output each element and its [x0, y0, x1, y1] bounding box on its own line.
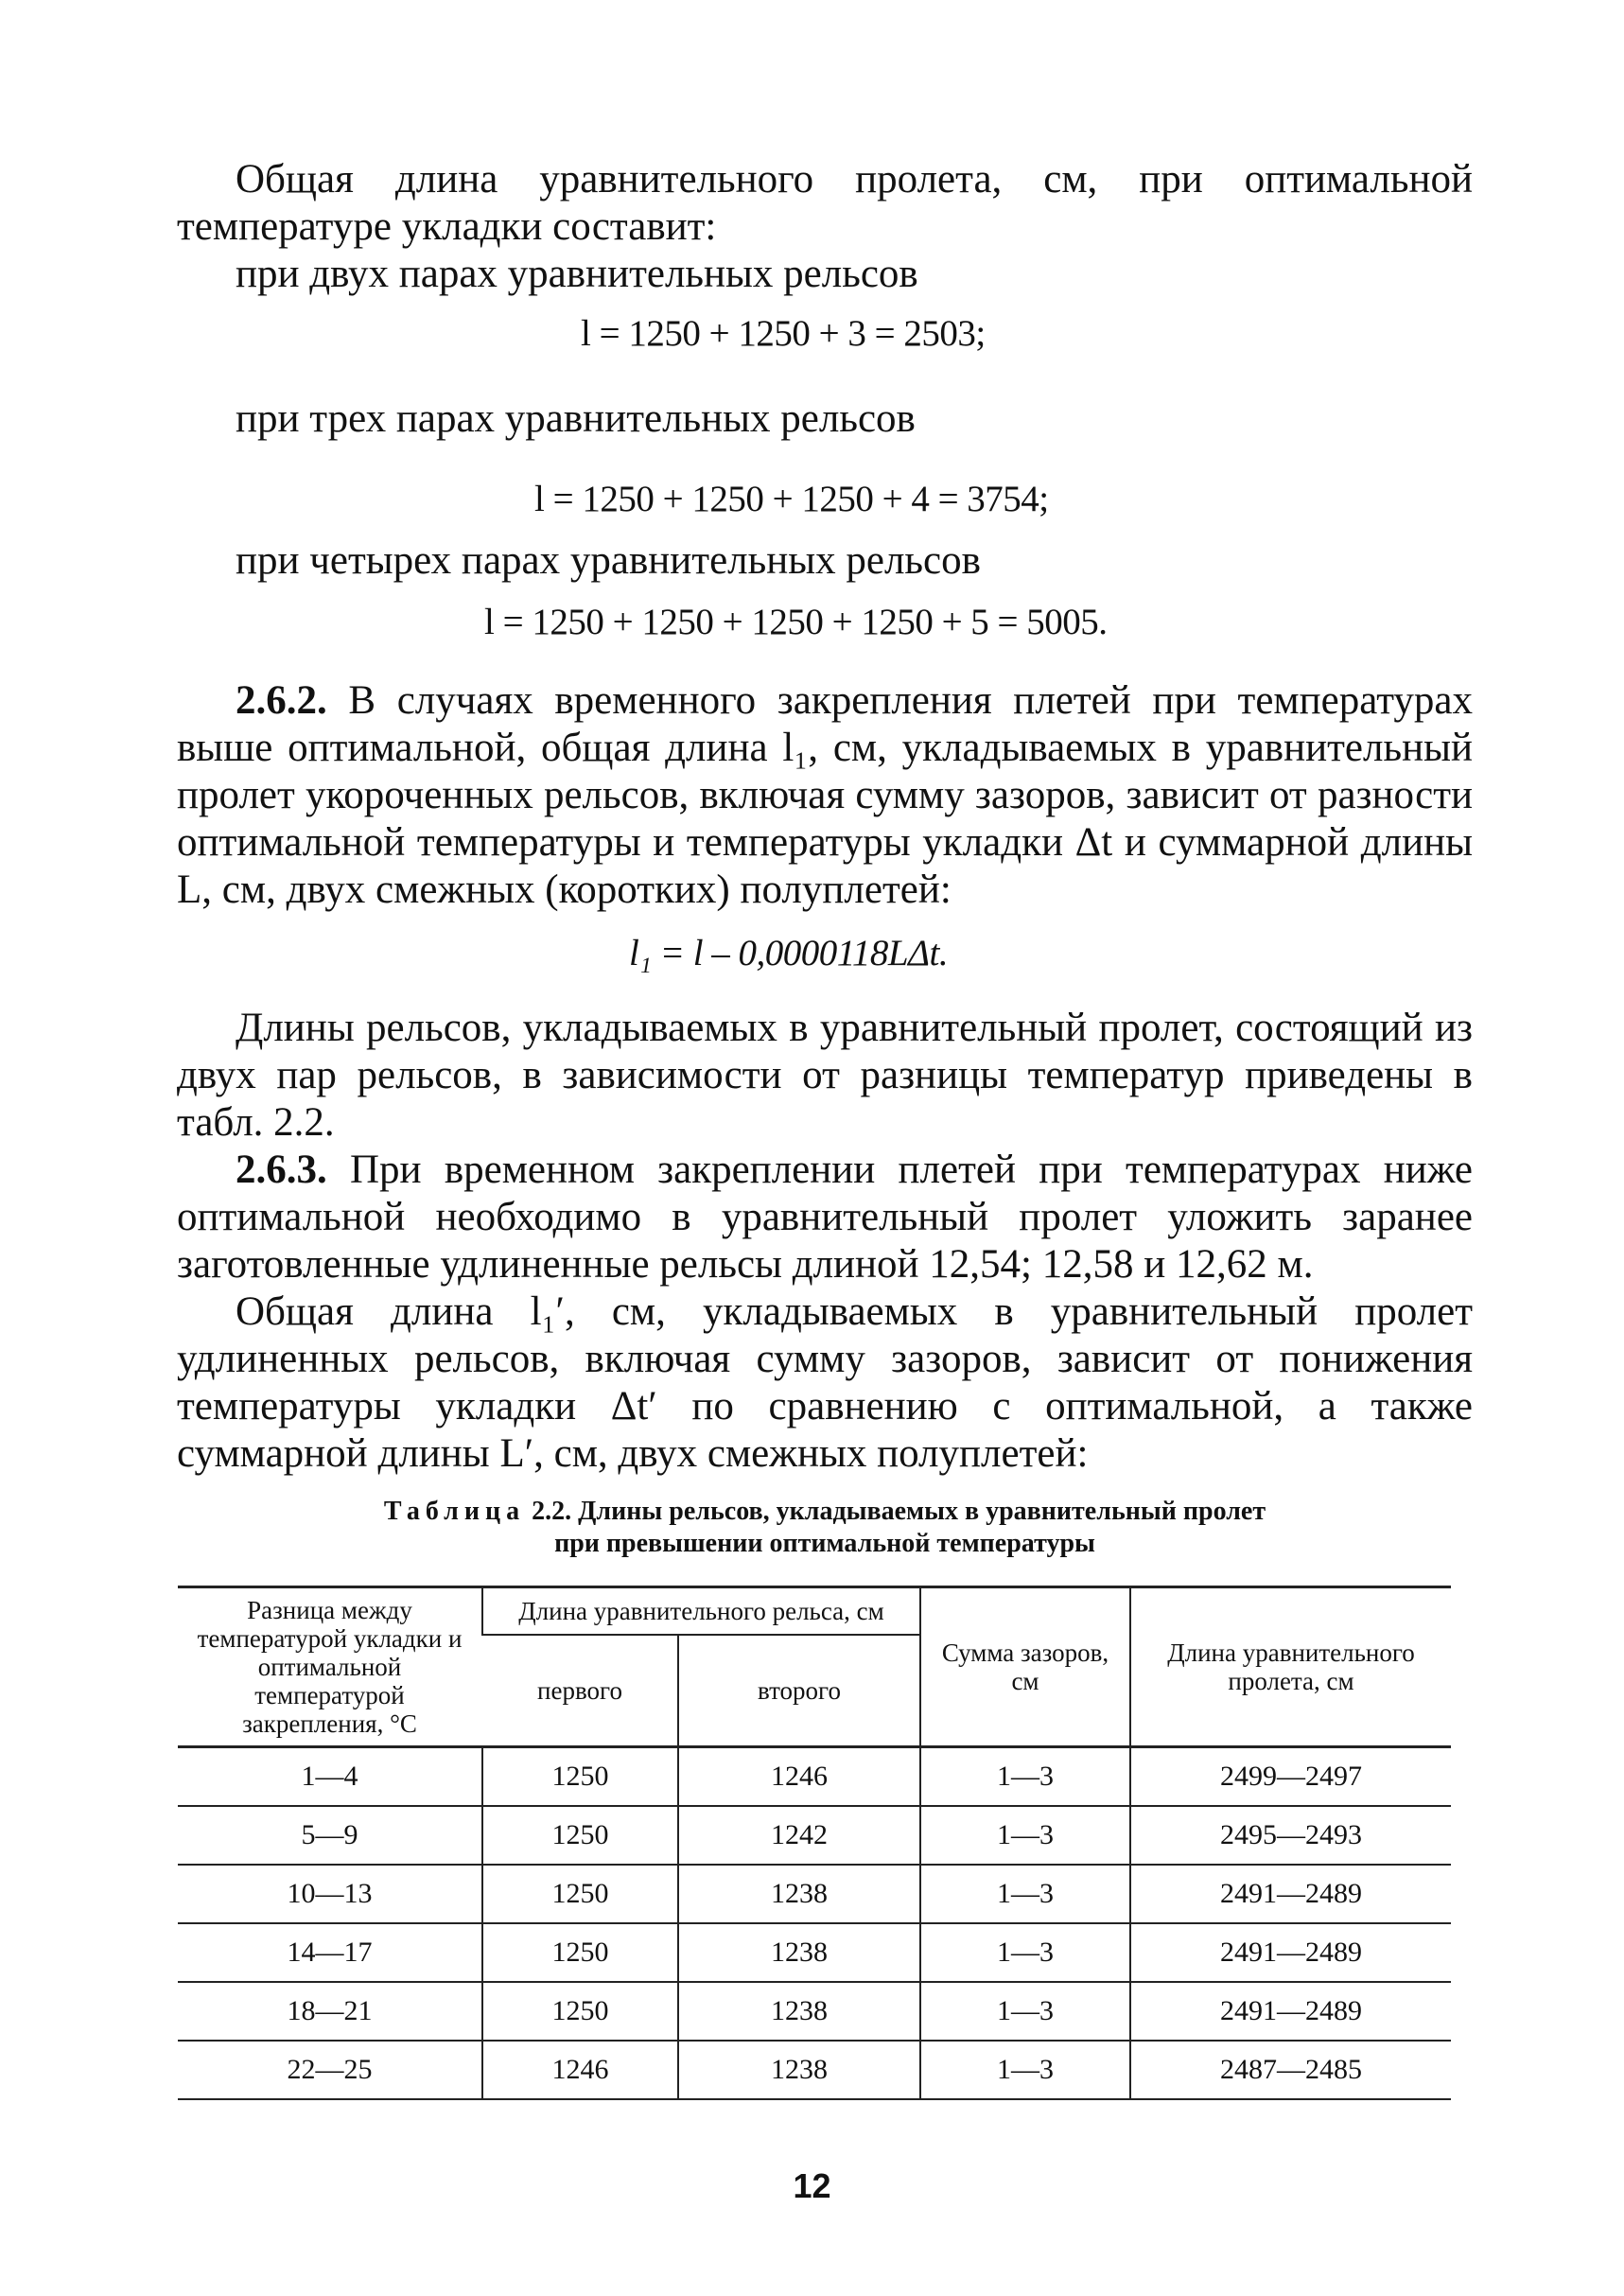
table-row	[178, 1747, 1451, 1807]
header-second: второго	[678, 1635, 920, 1747]
cell-second: 1246	[678, 1747, 920, 1807]
table-header-row	[178, 1587, 1451, 1636]
cell-temp-diff: 22—25	[178, 2041, 482, 2099]
cell-first: 1246	[482, 2041, 678, 2099]
cell-first: 1250	[482, 1923, 678, 1982]
body-text-four	[177, 537, 1473, 585]
table-caption	[177, 1496, 1473, 1560]
cell-first: 1250	[482, 1806, 678, 1865]
formula-four-pairs: l = 1250 + 1250 + 1250 + 1250 + 5 = 5005.	[484, 602, 1108, 642]
page-number: 12	[793, 2166, 831, 2205]
formula-three-pairs: l = 1250 + 1250 + 1250 + 4 = 3754;	[534, 479, 1049, 519]
rails-length-table	[178, 1586, 1451, 2100]
table-label: Таблица	[383, 1497, 526, 1526]
section-number-2-6-3: 2.6.3.	[236, 1148, 327, 1192]
section-text-2-6-3: При временном закреплении плетей при температурах ниже оптимальной необходимо в уравнительный пролет уложить заранее заготовленные удлиненные рельсы длиной 12,54; 12,58 и 12,62 м.	[177, 1148, 1473, 1287]
cell-gaps: 1—3	[920, 1923, 1130, 1982]
paragraph-four-pairs: при четырех парах уравнительных рельсов	[236, 538, 981, 583]
cell-temp-diff: 1—4	[178, 1747, 482, 1807]
paragraph-two-pairs: при двух парах уравнительных рельсов	[236, 252, 918, 296]
cell-span: 2491—2489	[1130, 1865, 1451, 1923]
table-row	[178, 1865, 1451, 1923]
section-number-2-6-2: 2.6.2.	[236, 678, 327, 723]
cell-second: 1238	[678, 1865, 920, 1923]
cell-first: 1250	[482, 1747, 678, 1807]
cell-temp-diff: 14—17	[178, 1923, 482, 1982]
header-first: первого	[482, 1635, 678, 1747]
cell-second: 1238	[678, 1923, 920, 1982]
table-row	[178, 1982, 1451, 2041]
header-rail-length: Длина уравнительного рельса, см	[482, 1587, 920, 1636]
paragraph-total-length: Общая длина уравнительного пролета, см, при оптимальной температуре укладки составит:	[177, 157, 1473, 249]
section-2-6-2	[177, 677, 1473, 914]
table-row	[178, 1806, 1451, 1865]
cell-gaps: 1—3	[920, 1747, 1130, 1807]
cell-first: 1250	[482, 1865, 678, 1923]
cell-temp-diff: 5—9	[178, 1806, 482, 1865]
table-caption-line2: при превышении оптимальной температуры	[554, 1529, 1095, 1558]
cell-gaps: 1—3	[920, 1865, 1130, 1923]
table-row	[178, 2041, 1451, 2099]
cell-first: 1250	[482, 1982, 678, 2041]
cell-second: 1242	[678, 1806, 920, 1865]
header-temp-diff: Разница между температурой укладки и оптимальной температурой закрепления, °С	[178, 1587, 482, 1747]
table-row	[178, 1923, 1451, 1982]
cell-temp-diff: 10—13	[178, 1865, 482, 1923]
table-caption-line1: 2.2. Длины рельсов, укладываемых в уравнительный пролет	[532, 1497, 1266, 1526]
section-text-2-6-2: В случаях временного закрепления плетей при температурах выше оптимальной, общая длина l₁, см, укладываемых в уравнительный пролет укороченных рельсов, включая сумму зазоров, зависит от разности оптимальной температуры и температуры укладки Δt и суммарной длины L, см, двух смежных (коротких) полуплетей:	[177, 678, 1474, 912]
cell-span: 2491—2489	[1130, 1982, 1451, 2041]
cell-gaps: 1—3	[920, 1982, 1130, 2041]
body-text-table-ref	[177, 1005, 1473, 1478]
cell-span: 2487—2485	[1130, 2041, 1451, 2099]
paragraph-table-reference: Длины рельсов, укладываемых в уравнительный пролет, состоящий из двух пар рельсов, в зависимости от разницы температур приведены в табл. 2.2.	[177, 1006, 1473, 1145]
body-text-three	[177, 395, 1473, 443]
paragraph-total-length-extended: Общая длина l₁′, см, укладываемых в уравнительный пролет удлиненных рельсов, включая сумму зазоров, зависит от понижения температуры укладки Δt′ по сравнению с оптимальной, а также суммарной длины L′, см, двух смежных полуплетей:	[177, 1289, 1473, 1476]
formula-l1: l₁ = l – 0,0000118LΔt.	[629, 933, 949, 973]
cell-second: 1238	[678, 2041, 920, 2099]
formula-two-pairs: l = 1250 + 1250 + 3 = 2503;	[581, 313, 986, 354]
header-gaps: Сумма зазоров, см	[920, 1587, 1130, 1747]
header-span-length: Длина уравнительного пролета, см	[1130, 1587, 1451, 1747]
body-text-top	[177, 156, 1473, 298]
cell-span: 2495—2493	[1130, 1806, 1451, 1865]
paragraph-three-pairs: при трех парах уравнительных рельсов	[236, 396, 916, 441]
cell-temp-diff: 18—21	[178, 1982, 482, 2041]
cell-gaps: 1—3	[920, 1806, 1130, 1865]
cell-second: 1238	[678, 1982, 920, 2041]
cell-span: 2499—2497	[1130, 1747, 1451, 1807]
cell-gaps: 1—3	[920, 2041, 1130, 2099]
cell-span: 2491—2489	[1130, 1923, 1451, 1982]
